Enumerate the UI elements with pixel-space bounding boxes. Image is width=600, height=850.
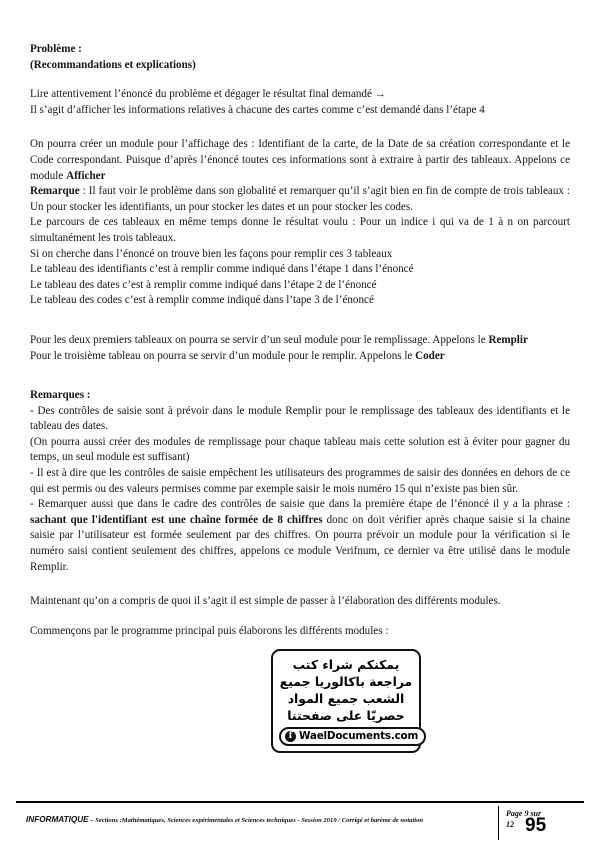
modules-block [30,333,570,364]
page-title: Problème : [30,43,82,55]
remarque-label: Remarque [30,185,80,198]
parcours-paragraph: Le parcours de ces tableaux en même temps donne le résultat voulu : Pour un indice i qui va de 1 à n on parcourt simultanément les trois tableaux. [30,216,570,244]
promo-stamp [271,649,421,753]
footer-divider [16,801,584,803]
page-footer [16,806,584,842]
remarque-item-4 [30,497,570,575]
afficher-block [30,137,570,309]
footer-session: Session 2019 [301,817,337,824]
footer-corrige: Corrigé et barème de notation [341,817,424,824]
heading-block [30,42,570,73]
footer-sections: Sections :Mathématiques, Sciences expérimentales et Sciences techniques [95,817,296,824]
closing-block [30,594,570,639]
closing-line-2: Commençons par le programme principal puis élaborons les différents modules : [30,624,389,637]
remarque-paragraph [30,184,570,215]
stamp-line-1: يمكنكم شراء كتب [292,657,400,672]
spacer [30,610,570,624]
intro-line-1: Lire attentivement l’énoncé du problème et dégager le résultat final demandé → [30,88,386,101]
page-label: Page 9 sur [506,809,542,818]
coder-module-name: Coder [415,349,445,362]
spacer [30,575,570,594]
remplir-module-name: Remplir [488,333,528,346]
remarque-item-4-part-1: - Remarquer aussi que dans le cadre des contrôles de saisie que dans la première étape de l’énoncé il y a la phrase : [30,498,570,511]
remarque-item-4-part-2: donc on doit vérifier après chaque saisie si la chaine saisie par l’utilisateur est formée seulement par des chiffres. On pourra prévoir un module pour la vérification si le numéro saisi contient seulement des chiffres, appelons ce module Verifnum, ce dernier va être utilisé dans le module Remplir. [30,513,570,573]
stamp-line-2: مراجعة باكالوريا جميع [279,674,413,689]
remarque-text: : Il faut voir le problème dans son globalité et remarquer qu’il s’agit bien en fin de compte de trois tableaux : Un pour stocker les identifiants, un pour stocker les dates et un pour stocker les codes. [30,185,570,213]
intro-line-2: Il s’agit d’afficher les informations relatives à chacune des cartes comme c’est demandé dans l’étape 4 [30,103,485,116]
footer-info [16,806,498,826]
spacer [30,73,570,87]
coder-text: Pour le troisième tableau on pourra se servir d’un module pour le remplir. Appelons le [30,349,416,362]
closing-line-1: Maintenant qu’on a compris de quoi il s’agit il est simple de passer à l’élaboration des différents modules. [30,595,501,608]
coder-paragraph [30,349,570,365]
tableau-dates-line: Le tableau des dates c’est à remplir comme indiqué dans l’étape 2 de l’énoncé [30,278,377,291]
stamp-line-4: حصريّا على صفحتنا [287,708,405,723]
afficher-module-name: Afficher [66,169,106,182]
remplir-paragraph [30,333,570,349]
facons-paragraph: Si on cherche dans l’énoncé on trouve bien les façons pour remplir ces 3 tableaux [30,247,393,260]
stamp-line-3: الشعب جميع المواد [287,691,405,706]
remarque-item-4-emphasis: sachant que l'identifiant est une chaîne formée de 8 chiffres [30,513,323,526]
remarques-label: Remarques : [30,389,91,402]
page-number: 95 [525,815,547,836]
spacer [30,309,570,333]
remarques-block [30,388,570,575]
remplir-text: Pour les deux premiers tableaux on pourra se servir d’un seul module pour le remplissage. Appelons le [30,333,489,346]
facebook-icon: f [285,731,296,742]
page-denominator: 12 [506,820,514,829]
footer-subject: INFORMATIQUE [26,815,89,824]
footer-dash: – [88,817,96,824]
spacer [30,118,570,137]
intro-block [30,87,570,118]
remarque-item-1: - Des contrôles de saisie sont à prévoir dans le module Remplir pour le remplissage des tableaux des identifiants et le tableau des dates. [30,404,570,433]
document-body [30,42,570,639]
remarque-item-3: - Il est à dire que les contrôles de saisie empêchent les utilisateurs des programmes de saisir des données en dehors de ce qui est permis ou des valeurs permises comme par exemple saisir le mois numéro 15 qui n’existe pas bien sûr. [30,467,570,495]
website-badge-label: WaelDocuments.com [299,730,419,742]
footer-pagination [498,806,584,840]
footer-slash: / [336,817,342,824]
afficher-text: On pourra créer un module pour l’affichage des : Identifiant de la carte, de la Date de sa création correspondante et le Code correspondant. Puisque d’après l’énoncé toutes ces informations sont à extraire à partir des tableaux. Appelons ce module [30,138,570,182]
page-subtitle: (Recommandations et explications) [30,58,196,71]
tableau-identifiants-line: Le tableau des identifiants c’est à remplir comme indiqué dans l’étape 1 dans l’énoncé [30,263,414,276]
remarque-item-2: (On pourra aussi créer des modules de remplissage pour chaque tableau mais cette solution est à éviter pour gagner du temps, un seul module est suffisant) [30,435,570,464]
spacer [30,364,570,388]
footer-separator: - [295,817,302,824]
tableau-codes-line: Le tableau des codes c’est à remplir comme indiqué dans l’tape 3 de l’énoncé [30,294,374,307]
website-badge[interactable] [279,727,426,746]
afficher-paragraph [30,137,570,184]
